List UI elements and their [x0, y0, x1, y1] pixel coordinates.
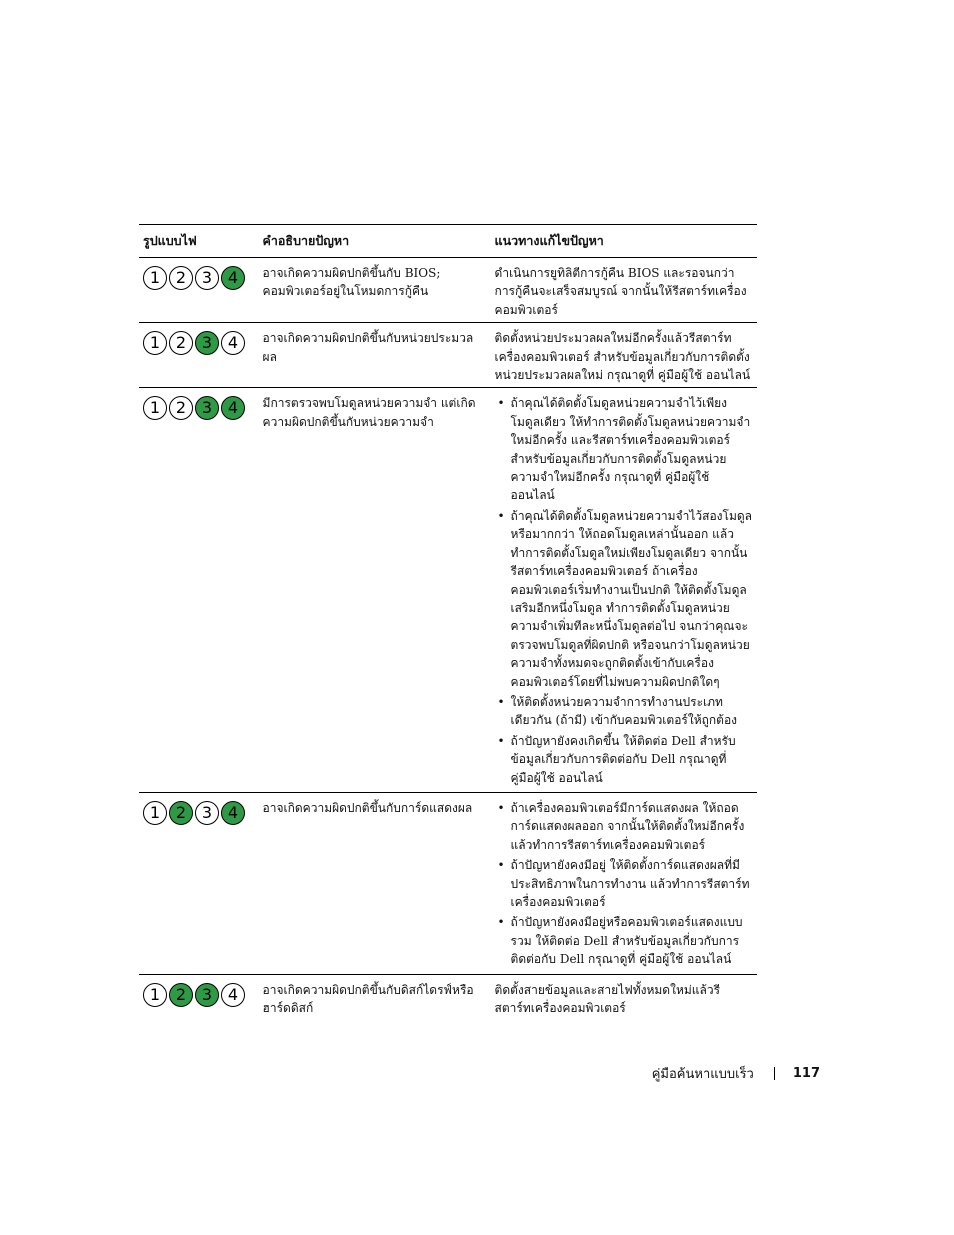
- diagnostic-light-4-icon: 4: [221, 266, 245, 290]
- header-light-pattern: รูปแบบไฟ: [143, 233, 197, 248]
- diagnostic-light-3-icon: 3: [195, 983, 219, 1007]
- suggested-resolution: ติดตั้งหน่วยประมวลผลใหม่อีกครั้งแล้วรีสตาร์ทเครื่องคอมพิวเตอร์ สำหรับข้อมูลเกี่ยวกับการติดตั้งหน่วยประมวลผลใหม่ กรุณาดูที่ คู่มือผู้ใช้ ออนไลน์: [494, 331, 751, 383]
- diagnostic-light-4-icon: 4: [221, 331, 245, 355]
- problem-description: อาจเกิดความผิดปกติขึ้นกับหน่วยประมวลผล: [262, 331, 474, 364]
- page-footer: [652, 1063, 820, 1084]
- problem-description: มีการตรวจพบโมดูลหน่วยความจำ แต่เกิดความผิดปกติขึ้นกับหน่วยความจำ: [262, 396, 476, 429]
- list-item: • ถ้าคุณได้ติดตั้งโมดูลหน่วยความจำไว้เพียงโมดูลเดียว ให้ทำการติดตั้งโมดูลหน่วยความจำใหม่อีกครั้ง และรีสตาร์ทเครื่องคอมพิวเตอร์ สำหรับข้อมูลเกี่ยวกับการติดตั้งโมดูลหน่วยความจำใหม่อีกครั้ง กรุณาดูที่ คู่มือผู้ใช้ ออนไลน์: [495, 394, 753, 504]
- diagnostic-light-3-icon: 3: [195, 331, 219, 355]
- light-pattern-cell: [139, 974, 259, 1020]
- diagnostic-light-1-icon: 1: [143, 396, 167, 420]
- diagnostic-lights: [143, 799, 255, 825]
- diagnostic-light-2-icon: 2: [169, 396, 193, 420]
- diagnostic-light-4-icon: 4: [221, 801, 245, 825]
- diagnostic-lights: [143, 329, 255, 355]
- table-row: [139, 323, 757, 388]
- light-pattern-cell: [139, 323, 259, 388]
- diagnostic-light-3-icon: 3: [195, 266, 219, 290]
- problem-description: อาจเกิดความผิดปกติขึ้นกับ BIOS; คอมพิวเตอร์อยู่ในโหมดการกู้คืน: [262, 266, 441, 299]
- diagnostic-light-1-icon: 1: [143, 266, 167, 290]
- footer-divider: [774, 1067, 775, 1080]
- suggested-resolution: ติดตั้งสายข้อมูลและสายไฟทั้งหมดใหม่แล้วรีสตาร์ทเครื่องคอมพิวเตอร์: [494, 982, 721, 1016]
- problem-description: อาจเกิดความผิดปกติขึ้นกับดิสก์ไดรฟ์หรือฮาร์ดดิสก์: [262, 982, 474, 1016]
- diagnostic-light-1-icon: 1: [143, 331, 167, 355]
- table-row: [139, 974, 757, 1020]
- diagnostic-lights: [143, 394, 255, 420]
- problem-description: อาจเกิดความผิดปกติขึ้นกับการ์ดแสดงผล: [262, 800, 473, 815]
- diagnostic-light-1-icon: 1: [143, 983, 167, 1007]
- light-pattern-cell: [139, 792, 259, 974]
- list-item: • ถ้าคุณได้ติดตั้งโมดูลหน่วยความจำไว้สองโมดูลหรือมากกว่า ให้ถอดโมดูลเหล่านั้นออก แล้วทำการติดตั้งโมดูลใหม่เพียงโมดูลเดียว จากนั้นรีสตาร์ทเครื่องคอมพิวเตอร์ ถ้าเครื่องคอมพิวเตอร์เริ่มทำงานเป็นปกติ ให้ติดตั้งโมดูลเสริมอีกหนึ่งโมดูล ทำการติดตั้งโมดูลหน่วยความจำเพิ่มทีละหนึ่งโมดูลต่อไป จนกว่าคุณจะตรวจพบโมดูลที่ผิดปกติ หรือจนกว่าโมดูลหน่วยความจำทั้งหมดจะถูกติดตั้งเข้ากับเครื่องคอมพิวเตอร์โดยที่ไม่พบความผิดปกติใดๆ: [495, 507, 753, 691]
- list-item: • ถ้าปัญหายังคงเกิดขึ้น ให้ติดต่อ Dell สำหรับข้อมูลเกี่ยวกับการติดต่อกับ Dell กรุณาดูที่ คู่มือผู้ใช้ ออนไลน์: [495, 732, 753, 787]
- diagnostic-lights-table: [139, 224, 757, 1020]
- diagnostic-light-3-icon: 3: [195, 396, 219, 420]
- page-number: 117: [792, 1066, 820, 1081]
- list-item: • ให้ติดตั้งหน่วยความจำการทำงานประเภทเดียวกัน (ถ้ามี) เข้ากับคอมพิวเตอร์ให้ถูกต้อง: [495, 693, 753, 730]
- table-row: [139, 258, 757, 323]
- diagnostic-light-3-icon: 3: [195, 801, 219, 825]
- suggested-resolution: [491, 388, 757, 793]
- diagnostic-light-2-icon: 2: [169, 801, 193, 825]
- table-row: [139, 388, 757, 793]
- table-row: [139, 792, 757, 974]
- list-item: • ถ้าปัญหายังคงมีอยู่หรือคอมพิวเตอร์แสดงแบบรวม ให้ติดต่อ Dell สำหรับข้อมูลเกี่ยวกับการติดต่อกับ Dell กรุณาดูที่ คู่มือผู้ใช้ ออนไลน์: [495, 913, 753, 968]
- suggested-resolution: ดำเนินการยูทิลิตีการกู้คืน BIOS และรอจนกว่าการกู้คืนจะเสร็จสมบูรณ์ จากนั้นให้รีสตาร์ทเครื่องคอมพิวเตอร์: [494, 266, 747, 317]
- header-problem-description: คำอธิบายปัญหา: [262, 233, 350, 248]
- diagnostic-light-2-icon: 2: [169, 266, 193, 290]
- diagnostic-light-1-icon: 1: [143, 801, 167, 825]
- diagnostic-lights: [143, 981, 255, 1007]
- diagnostic-light-4-icon: 4: [221, 396, 245, 420]
- light-pattern-cell: [139, 258, 259, 323]
- header-suggested-resolution: แนวทางแก้ไขปัญหา: [494, 233, 604, 248]
- table-header-row: [139, 225, 757, 258]
- light-pattern-cell: [139, 388, 259, 793]
- list-item: • ถ้าปัญหายังคงมีอยู่ ให้ติดตั้งการ์ดแสดงผลที่มีประสิทธิภาพในการทำงาน แล้วทำการรีสตาร์ทเครื่องคอมพิวเตอร์: [495, 856, 753, 911]
- diagnostic-light-2-icon: 2: [169, 331, 193, 355]
- footer-title: คู่มือค้นหาแบบเร็ว: [651, 1067, 754, 1082]
- resolution-list: [495, 799, 753, 969]
- list-item: • ถ้าเครื่องคอมพิวเตอร์มีการ์ดแสดงผล ให้ถอดการ์ดแสดงผลออก จากนั้นให้ติดตั้งใหม่อีกครั้ง แล้วทำการรีสตาร์ทเครื่องคอมพิวเตอร์: [495, 799, 753, 854]
- diagnostic-lights: [143, 264, 255, 290]
- diagnostic-light-4-icon: 4: [221, 983, 245, 1007]
- diagnostic-light-2-icon: 2: [169, 983, 193, 1007]
- resolution-list: [495, 394, 753, 787]
- suggested-resolution: [491, 792, 757, 974]
